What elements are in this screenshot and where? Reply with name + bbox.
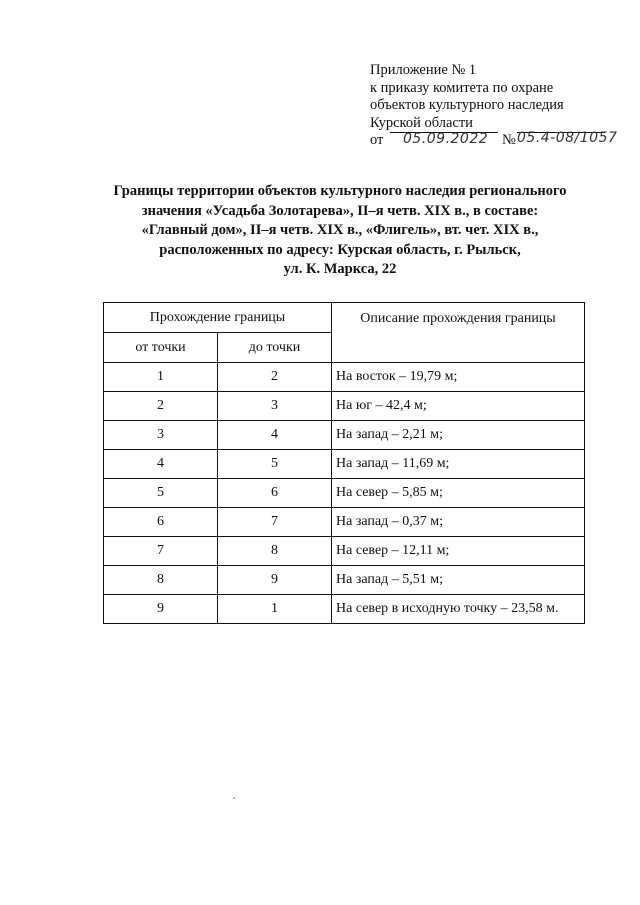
- table-row: [104, 450, 585, 479]
- appendix-line: объектов культурного наследия: [370, 97, 564, 114]
- table-row: [104, 479, 585, 508]
- cell-description: На запад – 2,21 м;: [332, 421, 585, 450]
- appendix-block: [370, 62, 618, 150]
- table-row: [104, 421, 585, 450]
- order-reference: [370, 130, 618, 150]
- cell-to-point: 1: [218, 595, 332, 624]
- cell-from-point: 2: [104, 392, 218, 421]
- from-label: от: [370, 132, 384, 149]
- header-from-point: от точки: [104, 333, 218, 363]
- table-row: [104, 392, 585, 421]
- order-date: 05.09.2022: [403, 131, 489, 148]
- cell-description: На запад – 11,69 м;: [332, 450, 585, 479]
- cell-description: На запад – 0,37 м;: [332, 508, 585, 537]
- title-line: «Главный дом», II–я четв. XIX в., «Флигель», вт. чет. XIX в.,: [141, 222, 539, 238]
- cell-description: На север – 12,11 м;: [332, 537, 585, 566]
- cell-from-point: 5: [104, 479, 218, 508]
- document-title: [60, 182, 620, 280]
- header-to-point: до точки: [218, 333, 332, 363]
- table-row: [104, 595, 585, 624]
- cell-from-point: 6: [104, 508, 218, 537]
- cell-to-point: 8: [218, 537, 332, 566]
- cell-from-point: 8: [104, 566, 218, 595]
- cell-to-point: 6: [218, 479, 332, 508]
- table-row: [104, 566, 585, 595]
- appendix-line: Приложение № 1: [370, 62, 477, 78]
- cell-to-point: 4: [218, 421, 332, 450]
- title-line: расположенных по адресу: Курская область, г. Рыльск,: [159, 241, 521, 258]
- title-line: Границы территории объектов культурного наследия регионального: [113, 183, 567, 199]
- cell-description: На запад – 5,51 м;: [332, 566, 585, 595]
- cell-from-point: 1: [104, 363, 218, 392]
- cell-from-point: 4: [104, 450, 218, 479]
- cell-description: На север в исходную точку – 23,58 м.: [332, 595, 585, 624]
- table-row: [104, 537, 585, 566]
- cell-description: На юг – 42,4 м;: [332, 392, 585, 421]
- boundary-table: [103, 302, 585, 624]
- title-line: значения «Усадьба Золотарева», II–я четв. XIX в., в составе:: [141, 202, 539, 219]
- cell-to-point: 3: [218, 392, 332, 421]
- cell-description: На восток – 19,79 м;: [332, 363, 585, 392]
- number-label: №: [502, 132, 516, 149]
- appendix-line: Курской области: [370, 114, 473, 131]
- appendix-line: к приказу комитета по охране: [370, 79, 554, 96]
- cell-from-point: 7: [104, 537, 218, 566]
- cell-to-point: 9: [218, 566, 332, 595]
- order-number: 05.4-08/1057: [517, 130, 618, 147]
- cell-to-point: 7: [218, 508, 332, 537]
- cell-to-point: 5: [218, 450, 332, 479]
- table-row: [104, 363, 585, 392]
- title-line: ул. К. Маркса, 22: [283, 261, 397, 277]
- cell-from-point: 3: [104, 421, 218, 450]
- cell-to-point: 2: [218, 363, 332, 392]
- table-body: [104, 363, 585, 624]
- header-description: Описание прохождения границы: [332, 303, 585, 363]
- cell-description: На север – 5,85 м;: [332, 479, 585, 508]
- header-boundary-passage: Прохождение границы: [104, 303, 332, 333]
- scan-speck: [233, 797, 235, 799]
- table-row: [104, 508, 585, 537]
- cell-from-point: 9: [104, 595, 218, 624]
